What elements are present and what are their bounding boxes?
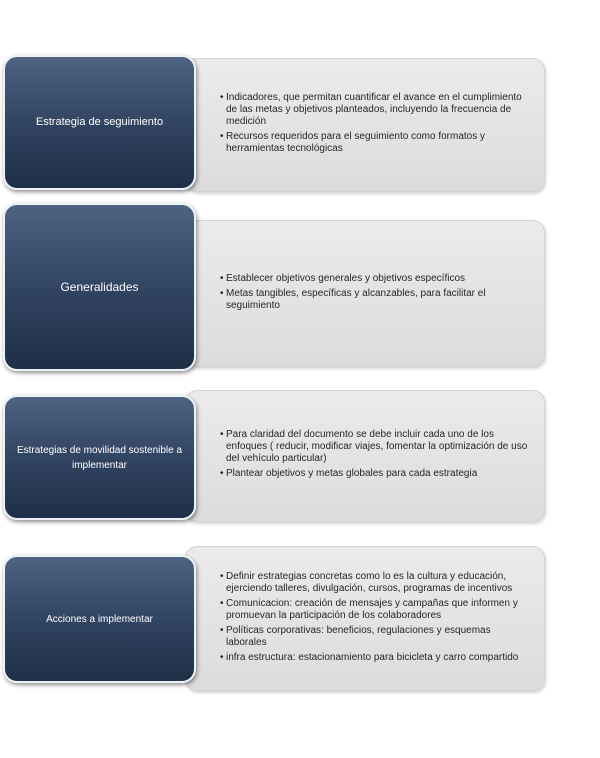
header-label: Estrategia de seguimiento bbox=[35, 116, 164, 128]
detail-item: • infra estructura: estacionamiento para bicicleta y carro compartido bbox=[226, 652, 532, 664]
header-label: Estrategias de movilidad sostenible a implementar bbox=[16, 444, 183, 471]
detail-box-2 bbox=[185, 220, 545, 367]
detail-item: • Metas tangibles, específicas y alcanzables, para facilitar el seguimiento bbox=[226, 288, 532, 312]
detail-item: • Para claridad del documento se debe incluir cada uno de los enfoques ( reducir, modificar viajes, fomentar la optimización de uso del vehículo particular) bbox=[226, 429, 532, 465]
detail-item: • Plantear objetivos y metas globales para cada estrategia bbox=[226, 468, 532, 480]
detail-list-2 bbox=[186, 273, 544, 315]
detail-item: • Recursos requeridos para el seguimiento como formatos y herramientas tecnológicas bbox=[226, 131, 532, 155]
detail-item: • Establecer objetivos generales y objetivos específicos bbox=[226, 273, 532, 285]
detail-item: • Definir estrategias concretas como lo es la cultura y educación, ejerciendo talleres, divulgación, cursos, programas de incentivos bbox=[226, 571, 532, 595]
detail-item: • Indicadores, que permitan cuantificar el avance en el cumplimiento de las metas y objetivos planteados, incluyendo la frecuencia de medición bbox=[226, 92, 532, 128]
header-label: Acciones a implementar bbox=[46, 613, 153, 625]
detail-item: • Políticas corporativas: beneficios, regulaciones y esquemas laborales bbox=[226, 625, 532, 649]
detail-list-1 bbox=[186, 92, 544, 158]
header-box-4 bbox=[3, 555, 196, 683]
header-box-3 bbox=[3, 395, 196, 520]
detail-box-4 bbox=[185, 546, 545, 691]
detail-item: • Comunicacion: creación de mensajes y campañas que informen y promuevan la participación de los colaboradores bbox=[226, 598, 532, 622]
detail-box-3 bbox=[185, 390, 545, 522]
detail-list-3 bbox=[186, 429, 544, 483]
detail-list-4 bbox=[186, 571, 544, 667]
detail-box-1 bbox=[185, 58, 545, 192]
header-box-1 bbox=[3, 55, 196, 190]
header-label: Generalidades bbox=[60, 279, 139, 294]
header-box-2 bbox=[3, 203, 196, 371]
